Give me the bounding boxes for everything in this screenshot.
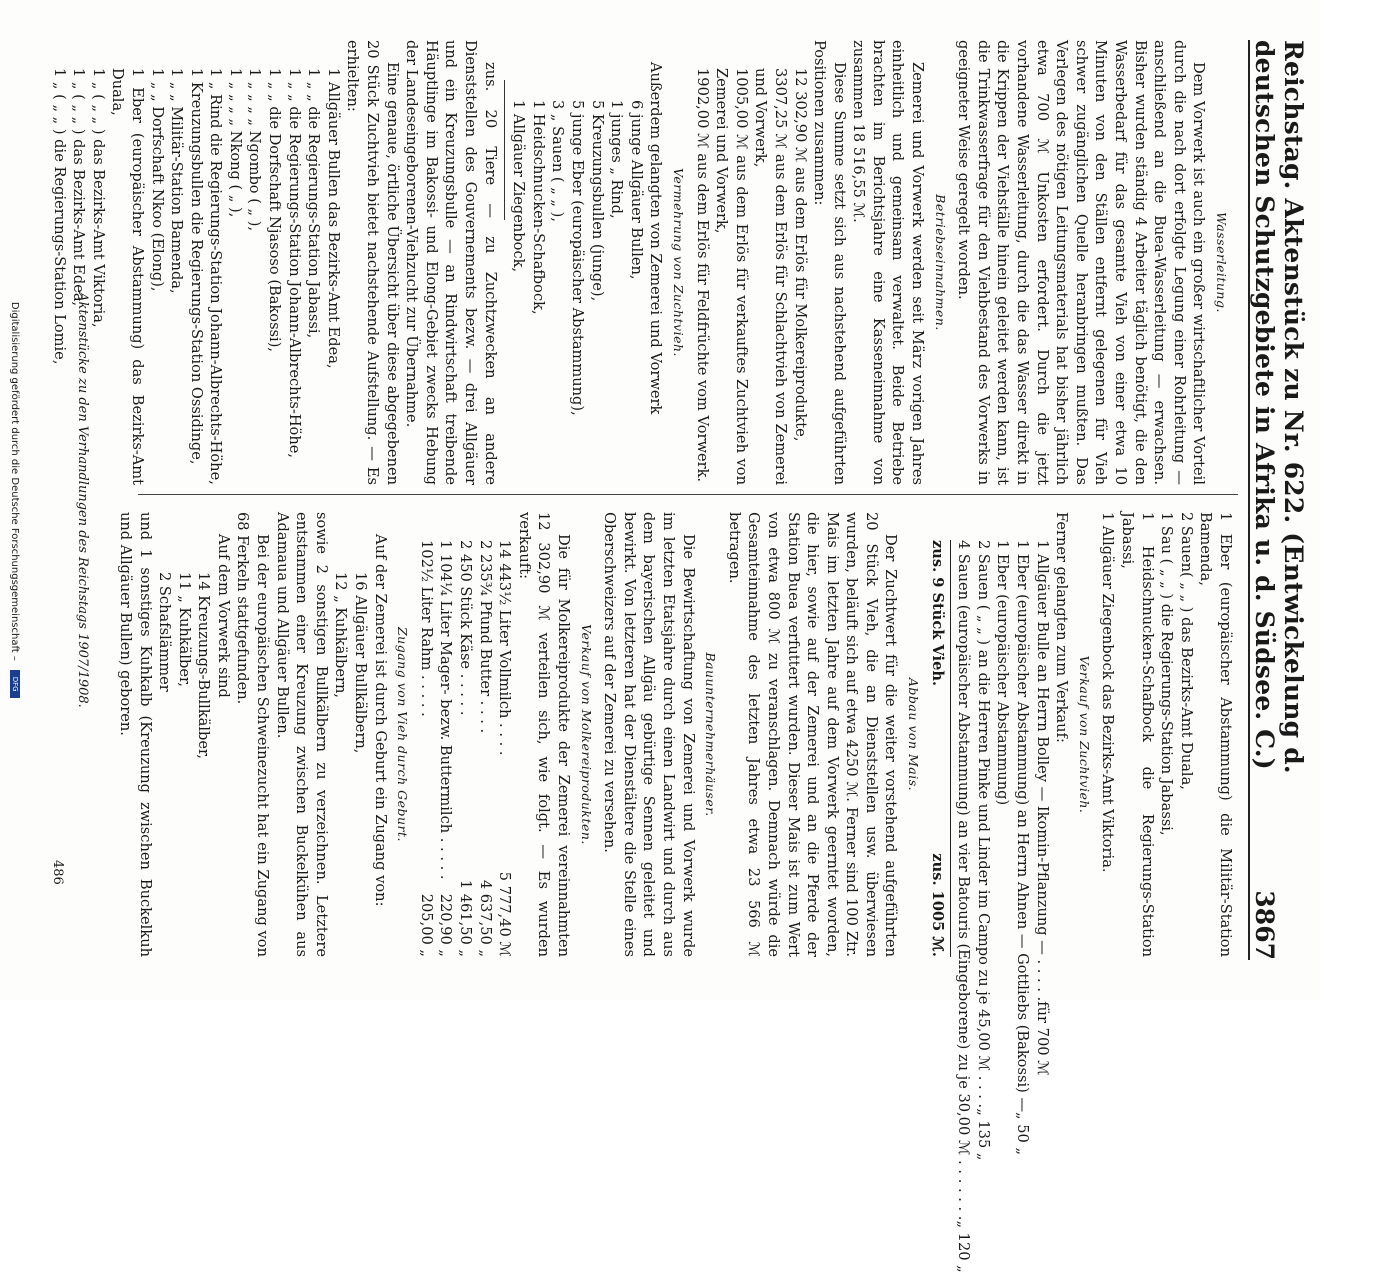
sale-total-text: zus. 9 Stück Vieh. (928, 540, 946, 687)
paragraph: und 1 sonstiges Kuhkalb (Kreuzung zwischen Buckelkuh und Allgäuer Bullen) geboren. (116, 512, 154, 957)
recipient-list (49, 40, 343, 485)
digitization-credit (9, 120, 20, 880)
total-rule (950, 540, 951, 957)
list-item: 1 Heidschnucken-Schafbock, (529, 100, 547, 315)
paragraph: Der Zuchtwert für die weiter vorstehend aufgeführten 20 Stück Vieh, die an Dienststellen usw. überwiesen wurden, beläuft sich auf etwa 4250 ℳ. Ferner sind 100 Ztr. Mais im letzten Jahre auf dem Vorwerk geerntet worden, die hier, sowie auf der Zemerei und an die Pferde der Station Buea verfuttert wurden. Dieser Mais ist zum Wert von etwa 800 ℳ zu veranschlagen. Demnach würde die Gesamteinnahme des letzten Jahres etwa 23 566 ℳ betragen. (725, 512, 900, 957)
list-item: 5 junge Eber (europäischer Abstammung), (569, 100, 586, 416)
list-item: 1 „ „ „ „ Nkong ( „ ), (226, 68, 244, 218)
section-heading: Verkauf von Molkereiprodukten. (578, 624, 594, 845)
paragraph: Eine genaue, örtliche Übersicht über diese abgegebenen 20 Stück Zuchtvieh bietet nachstehende Aufstellung. — Es erhielten: (344, 40, 401, 485)
dairy-item: Stück Käse . . . . . (457, 586, 475, 716)
dairy-amount: 1 461,50 „ (457, 879, 475, 957)
sale-text: 2 Sauen ( „ „ ) an die Herren Pinke und Linder im Campo zu je 45,00 ℳ . . . . (974, 540, 992, 1109)
list-item: 2 Sauen( „ „ ) das Bezirks-Amt Duala, (1177, 512, 1195, 790)
sale-row (993, 540, 1013, 957)
sale-list (954, 512, 1052, 1273)
dairy-item: Liter Mager- bezw. Buttermilch . . . . . (437, 600, 455, 880)
left-column (49, 40, 1235, 485)
vorwerk-list (155, 512, 214, 957)
sale-amount: „ 135 „ (974, 1108, 992, 1161)
paragraph: Diese Summe setzt sich aus nachstehend aufgeführten Positionen zusammen: (811, 40, 848, 485)
list-item: 1 „ „ die Regierungs-Station Johann-Albrechts-Höhe, (285, 68, 303, 459)
dairy-qty: 1 104¼ (437, 540, 455, 596)
paragraph: Die für Molkereiprodukte der Zemerei vereinnahmten 12 302,90 ℳ verteilen sich, wie folgt. — Es wurden verkauft: (515, 512, 572, 957)
list-item: 5 Kreuzungsbullen (junge), (588, 100, 606, 302)
paragraph: Die Bewirtschaftung von Zemerei und Vorwerk wurde im letzten Etatsjahre durch einen Landwirt und durch aus dem bayerischen Allgäu gebürtige Sennen geleitet und bewirkt. Von letzteren hat der Dienstältere die Stelle eines Oberschweizers auf der Zemerei zu versehen. (601, 512, 697, 957)
list-item: 1 „ Rind die Regierungs-Station Johann-Albrechts-Höhe, (207, 68, 225, 485)
list-item: 1 „ „ die Regierungs-Station Jabassi, (305, 68, 323, 339)
sale-text: 4 Sauen (europäischer Abstammung) an vier Batouris (Eingeborene) zu je 30,00 ℳ . . . . . . . (955, 540, 973, 1221)
sale-row (973, 540, 993, 1161)
sale-amount: „ 50 „ (1014, 1112, 1032, 1156)
column-divider (138, 494, 1238, 495)
table-row (416, 540, 436, 957)
table-row (436, 540, 456, 957)
breed-list (509, 40, 646, 485)
page-header (1248, 40, 1308, 960)
paragraph: sowie 2 sonstigen Bullkälbern zu verzeichnen. Letztere entstammen einer Kreuzung zwischen Buckelkühen aus Adamaua und Allgäuer Bullen. (273, 512, 330, 957)
list-item: 12 302,90 ℳ aus dem Erlös für Molkereiprodukte, (791, 68, 809, 442)
income-list (692, 40, 810, 485)
top-list (1098, 512, 1235, 957)
dairy-amount: 205,00 „ (417, 893, 435, 957)
sale-row (1012, 540, 1032, 1156)
sale-text: 1 Allgäuer Bulle an Herrn Bolley — Ikomin-Pflanzung — . . . . . (1033, 540, 1051, 1002)
dairy-item: Liter Vollmilch . . . . (496, 609, 514, 756)
divider (504, 80, 505, 220)
list-item: 1 „ ( „ „ ) das Bezirks-Amt Edea, (70, 68, 88, 307)
list-item: 1 Allgäuer Ziegenbock das Bezirks-Amt Viktoria. (1099, 512, 1117, 873)
list-item: 1 „ „ Dorfschaft Nkoo (Elong), (148, 68, 166, 292)
list-item: 1 „ ( „ „ ) das Bezirks-Amt Viktoria, (89, 68, 107, 328)
list-item: 1 Kreuzungsbullen die Regierungs-Station Ossidinge, (187, 68, 205, 465)
list-item: 1 „ ( „ „ ) die Regierungs-Station Lomie, (50, 68, 68, 365)
list-item: 1902,00 ℳ aus dem Erlös für Feldfrüchte vom Vorwerk. (693, 68, 711, 483)
paragraph: Außerdem gelangten von Zemerei und Vorwerk (647, 62, 665, 415)
paragraph: zus. 20 Tiere — zu Zuchtzwecken an andere Dienststellen des Gouvernements bezw. — drei Allgäuer und ein Kreuzungsbulle — an Rindwirtschaft treibende Häuptlinge im Bakossi- und Elong-Gebiet zwecks Hebung der Landeseingeborenen-Viehzucht zur Übernahme. (403, 40, 499, 485)
table-row (495, 540, 515, 957)
paragraph: Auf der Zemerei ist durch Geburt ein Zugang von: (371, 534, 389, 907)
sale-amount: „ 120 „ (955, 1220, 973, 1273)
list-item: 16 Allgäuer Bullkälbern, (352, 572, 370, 754)
section-heading: Verkauf von Zuchtvieh. (1076, 655, 1092, 814)
page-footer: Aktenstücke zu den Verhandlungen des Reichstags 1907/1908. (75, 292, 90, 708)
paragraph: Dem Vorwerk ist auch ein großer wirtschaftlicher Vorteil durch die nach dort erfolgte Legung einer Rohrleitung — anschließend an die Buea-Wasserleitung — erwachsen. Bisher wurden ständig 4 Arbeiter täglich benötigt, die den Wasserbedarf für das gesamte Vieh von einer etwa 10 Minuten von den Ställen entfernt gelegenen für Vieh schwer zugänglichen Quelle heranbringen mußten. Das Verlegen des nötigen Leitungsmaterials hat bisher jährlich etwa 700 ℳ Unkosten erfordert. Durch die jetzt vorhandene Wasserleitung, durch die das Wasser direkt in die Krippen der Viehställe hinein geleitet werden kann, ist die Trinkwasserfrage für den Viehbestand des Vorwerks in geeigneter Weise geregelt worden. (955, 40, 1208, 485)
section-heading: Abbau von Mais. (906, 677, 922, 792)
dairy-qty: 14 443½ (496, 540, 514, 606)
list-item: 1 „ „ die Dorfschaft Njasoso (Bakossi), (266, 68, 284, 353)
paragraph: Ferner gelangten zum Verkauf: (1053, 512, 1071, 743)
header-title: Reichstag. Aktenstück zu Nr. 622. (Entwickelung d. deutschen Schutzgebiete in Afrika u. d. Südsee. C.) (1250, 40, 1308, 774)
list-item: 12 „ Kuhkälbern, (332, 572, 350, 698)
right-column (115, 512, 1235, 1273)
table-row (455, 540, 475, 957)
list-item: 6 junge Allgäuer Bullen, (627, 100, 645, 280)
table-row (475, 540, 495, 957)
section-heading: Bauunternehmerhäuser. (703, 652, 719, 817)
list-item: 1 Allgäuer Bullen das Bezirks-Amt Edea, (324, 68, 342, 369)
dairy-table (416, 512, 514, 957)
dairy-amount: 4 637,50 „ (476, 879, 494, 957)
list-item: 1 „ „ „ „ Ngombo ( „ ), (246, 68, 264, 232)
list-item: 1 Eber (europäischer Abstammung) das Bezirks-Amt Duala, (109, 68, 146, 485)
list-item: 1 Heidschnucken-Schafbock die Regierungs-Station Jabassi, (1119, 512, 1156, 957)
list-item: 3307,25 ℳ aus dem Erlös für Schlachtvieh von Zemerei und Vorwerk, (752, 68, 789, 485)
footer-page-number: 486 (50, 860, 65, 885)
list-item: 1 Allgäuer Ziegenbock, (510, 100, 528, 273)
header-page-number: 3867 (1250, 890, 1279, 960)
section-heading: Vermehrung von Zuchtvieh. (670, 167, 686, 357)
paragraph: Zemerei und Vorwerk werden seit März vorigen Jahres einheitlich und gemeinsam verwaltet. Beide Betriebe brachten im Berichtsjahre eine Kasseneinnahme von zusammen 18 516,55 ℳ. (850, 40, 927, 485)
sale-text: 1 Eber (europäischer Abstammung) an Herrn Ahnen — Gottliebs (Bakossi) — (1014, 540, 1032, 1113)
section-heading: Betriebseinnahmen. (932, 194, 948, 331)
dairy-item: Pfund Butter . . . . (476, 600, 494, 734)
paragraph: Auf dem Vorwerk sind (214, 534, 232, 698)
birth-list (331, 512, 370, 957)
sale-amount: für 700 ℳ (1033, 1001, 1051, 1076)
dairy-qty: 102½ (417, 540, 435, 582)
list-item: 3 „ Sauen ( „ „ ), (549, 100, 567, 222)
dairy-item: Liter Rahm . . . . . (417, 586, 435, 717)
dairy-amount: 220,90 „ (437, 893, 455, 957)
list-item: 1 Eber (europäischer Abstammung) die Militär-Station Bamenda, (1197, 512, 1234, 957)
list-item: 14 Kreuzungs-Bullkälber, (195, 572, 213, 760)
list-item: 11 „ Kuhkälber, (175, 572, 193, 687)
sale-row (1032, 540, 1052, 1076)
list-item: 1 junges „ Rind, (608, 100, 626, 219)
sale-row (954, 540, 974, 1273)
credit-text: Digitalisierung gefördert durch die Deutsche Forschungsgemeinschaft – (9, 301, 20, 661)
list-item: 1 Sau ( „ „ ) die Regierungs-Station Jabassi, (1158, 512, 1176, 836)
dairy-amount: 5 777,40 ℳ (496, 871, 514, 957)
dairy-qty: 2 235¾ (476, 540, 494, 596)
sale-text: 1 Eber (europäischer Abstammung) (994, 540, 1012, 806)
list-item: 1005,00 ℳ aus dem Erlös für verkauftes Zuchtvieh von Zemerei und Vorwerk, (713, 68, 750, 485)
list-item: 2 Schafslämmer (156, 572, 174, 692)
sale-total-amount: zus. 1005 ℳ. (928, 853, 946, 957)
dfg-logo-icon: DFG (10, 670, 20, 698)
section-heading: Wasserleitung. (1214, 212, 1229, 313)
section-heading: Zugang von Vieh durch Geburt. (395, 626, 411, 842)
sale-total-row (927, 512, 947, 957)
list-item: 1 „ „ Militär-Station Bamenda, (168, 68, 186, 294)
dairy-qty: 2 450 (457, 540, 475, 582)
paragraph: Bei der europäischen Schweinezucht hat ein Zugang von 68 Ferkeln stattgefunden. (234, 512, 272, 957)
